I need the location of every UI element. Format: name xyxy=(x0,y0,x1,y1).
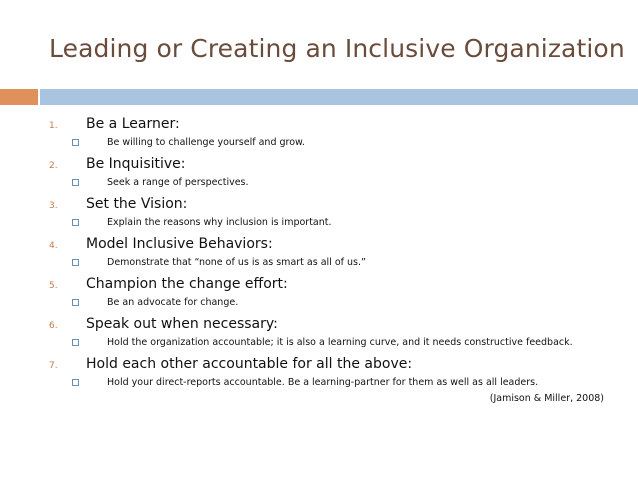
item-subpoint: Explain the reasons why inclusion is important. xyxy=(107,217,332,228)
slide-title: Leading or Creating an Inclusive Organization xyxy=(49,34,625,63)
item-heading: Hold each other accountable for all the above: xyxy=(86,356,413,372)
item-subpoint: Hold the organization accountable; it is also a learning curve, and it needs constructive feedback. xyxy=(107,337,573,348)
item-number: 1. xyxy=(49,121,58,131)
item-subpoint: Demonstrate that “none of us is as smart as all of us.” xyxy=(107,257,366,268)
list-item xyxy=(0,353,638,393)
item-number: 6. xyxy=(49,321,58,331)
item-number: 3. xyxy=(49,201,58,211)
list-item xyxy=(0,273,638,313)
item-number: 7. xyxy=(49,361,58,371)
list-item xyxy=(0,233,638,273)
item-subpoint: Hold your direct-reports accountable. Be a learning-partner for them as well as all leaders. xyxy=(107,377,539,388)
item-heading: Model Inclusive Behaviors: xyxy=(86,236,273,252)
item-number: 5. xyxy=(49,281,58,291)
item-heading: Be Inquisitive: xyxy=(86,156,186,172)
item-number: 4. xyxy=(49,241,58,251)
item-heading: Set the Vision: xyxy=(86,196,188,212)
list-item xyxy=(0,153,638,193)
item-subpoint: Seek a range of perspectives. xyxy=(107,177,249,188)
square-bullet-icon xyxy=(72,259,79,266)
citation: (Jamison & Miller, 2008) xyxy=(489,393,604,404)
accent-bar-orange xyxy=(0,89,38,105)
principles-list xyxy=(0,113,638,393)
item-subpoint: Be an advocate for change. xyxy=(107,297,239,308)
item-heading: Champion the change effort: xyxy=(86,276,288,292)
square-bullet-icon xyxy=(72,219,79,226)
item-number: 2. xyxy=(49,161,58,171)
list-item xyxy=(0,313,638,353)
item-heading: Be a Learner: xyxy=(86,116,180,132)
item-subpoint: Be willing to challenge yourself and grow. xyxy=(107,137,305,148)
square-bullet-icon xyxy=(72,179,79,186)
square-bullet-icon xyxy=(72,299,79,306)
list-item xyxy=(0,193,638,233)
square-bullet-icon xyxy=(72,139,79,146)
square-bullet-icon xyxy=(72,379,79,386)
item-heading: Speak out when necessary: xyxy=(86,316,278,332)
square-bullet-icon xyxy=(72,339,79,346)
list-item xyxy=(0,113,638,153)
accent-bar-blue xyxy=(40,89,638,105)
